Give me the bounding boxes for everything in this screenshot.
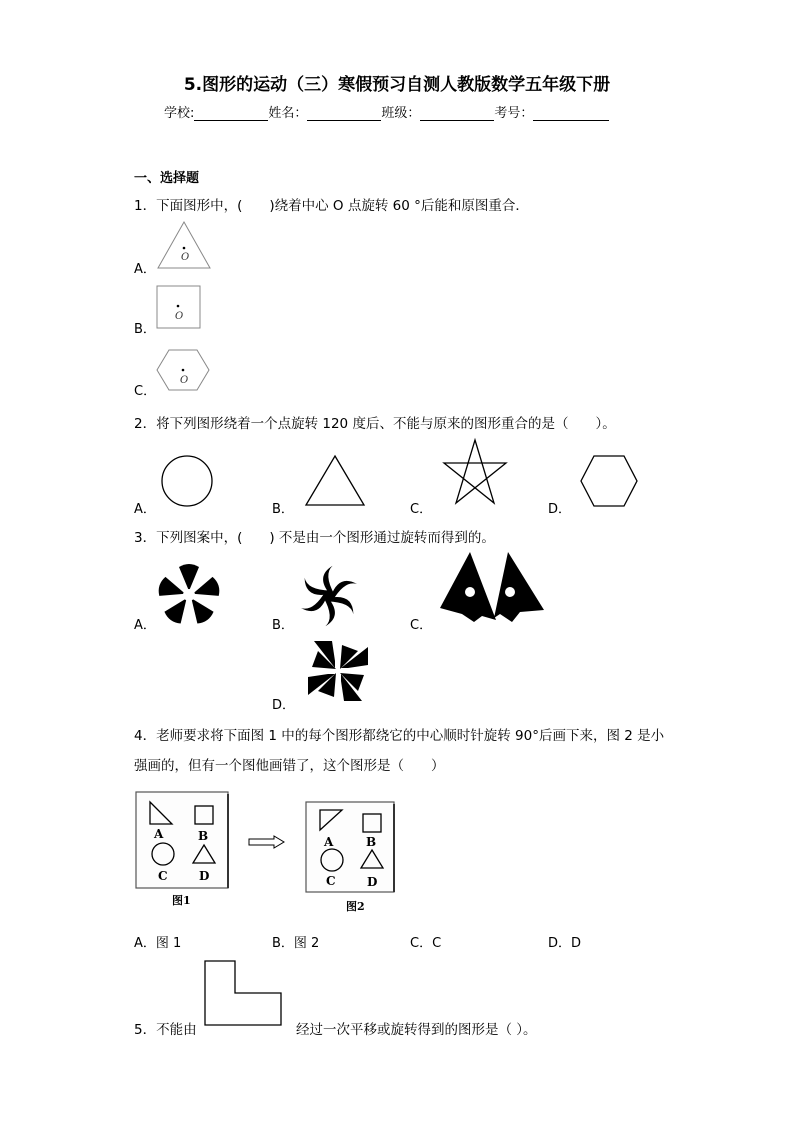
q3-trefoil-figure — [158, 565, 220, 625]
q4-option-a-label[interactable]: A．图 1 — [134, 936, 182, 951]
q2-option-d-label[interactable]: D． — [548, 502, 572, 517]
student-info-line — [164, 102, 609, 121]
q3-option-d-label[interactable]: D． — [272, 698, 296, 713]
q1-hexagon-figure — [156, 348, 210, 392]
question-5-text-after: 经过一次平移或旋转得到的图形是（ ）。 — [296, 1022, 537, 1038]
exam-number-label: 考号： — [494, 106, 534, 121]
q2-circle-figure — [160, 454, 214, 508]
q2-option-b-label[interactable]: B． — [272, 502, 294, 517]
fig1-label-b: B — [198, 829, 209, 843]
q4-option-b-label[interactable]: B．图 2 — [272, 936, 320, 951]
question-4-text-line2: 强画的，但有一个图他画错了，这个图形是（ ） — [134, 758, 445, 774]
fig2-label-a: A — [324, 835, 334, 849]
q1b-center-label: O — [175, 311, 184, 322]
q1-option-a-label[interactable]: A． — [134, 262, 156, 277]
q3-pinwheel-figure — [304, 637, 372, 705]
q1-triangle-figure — [156, 220, 212, 270]
school-blank[interactable] — [194, 106, 268, 121]
section-heading: 一、选择题 — [134, 171, 200, 186]
fig2-label-d: D — [367, 875, 378, 889]
q3-option-b-label[interactable]: B． — [272, 618, 294, 633]
q3-option-a-label[interactable]: A． — [134, 618, 156, 633]
q1-option-b-label[interactable]: B． — [134, 322, 156, 337]
q3-spiral-figure — [298, 566, 360, 626]
q4-arrow-icon — [248, 835, 286, 849]
q2-option-c-label[interactable]: C． — [410, 502, 433, 517]
fig1-label-c: C — [158, 869, 168, 883]
q4-option-c-label[interactable]: C．C — [410, 936, 442, 951]
fig1-label-a: A — [154, 827, 164, 841]
exam-number-blank[interactable] — [533, 106, 609, 121]
question-3-text: 3．下列图案中，( ) 不是由一个图形通过旋转而得到的。 — [134, 530, 495, 546]
q2-hexagon-figure — [579, 454, 639, 508]
question-5-text-before: 5．不能由 — [134, 1022, 197, 1038]
fig2-label-b: B — [366, 835, 377, 849]
q5-l-shape-figure — [204, 960, 284, 1028]
question-4-text-line1: 4．老师要求将下面图 1 中的每个图形都绕它的中心顺时针旋转 90°后画下来，图 2 是小 — [134, 728, 665, 744]
q1a-center-label: O — [181, 252, 190, 263]
question-1-text: 1．下面图形中，( )绕着中心 O 点旋转 60 °后能和原图重合． — [134, 198, 529, 214]
q3-twin-triangles-figure — [438, 550, 546, 624]
q2-star-figure — [441, 438, 509, 506]
school-label: 学校: — [164, 106, 195, 121]
class-label: 班级： — [381, 106, 421, 121]
q4-figure-2 — [304, 800, 396, 894]
name-blank[interactable] — [307, 106, 381, 121]
q4-option-d-label[interactable]: D．D — [548, 936, 582, 951]
q1c-center-label: O — [180, 375, 189, 386]
q2-triangle-figure — [304, 454, 366, 508]
name-label: 姓名： — [268, 106, 308, 121]
q2-option-a-label[interactable]: A． — [134, 502, 156, 517]
fig1-caption: 图1 — [172, 894, 191, 907]
q1-square-figure — [156, 285, 202, 329]
fig2-caption: 图2 — [346, 900, 365, 913]
fig1-label-d: D — [199, 869, 210, 883]
fig2-label-c: C — [326, 874, 336, 888]
q4-figure-1 — [134, 790, 230, 890]
question-2-text: 2．将下列图形绕着一个点旋转 120 度后、不能与原来的图形重合的是（ ）。 — [134, 416, 616, 432]
q3-option-c-label[interactable]: C． — [410, 618, 433, 633]
page-title: 5.图形的运动（三）寒假预习自测人教版数学五年级下册 — [183, 75, 611, 95]
class-blank[interactable] — [420, 106, 494, 121]
q1-option-c-label[interactable]: C． — [134, 384, 157, 399]
